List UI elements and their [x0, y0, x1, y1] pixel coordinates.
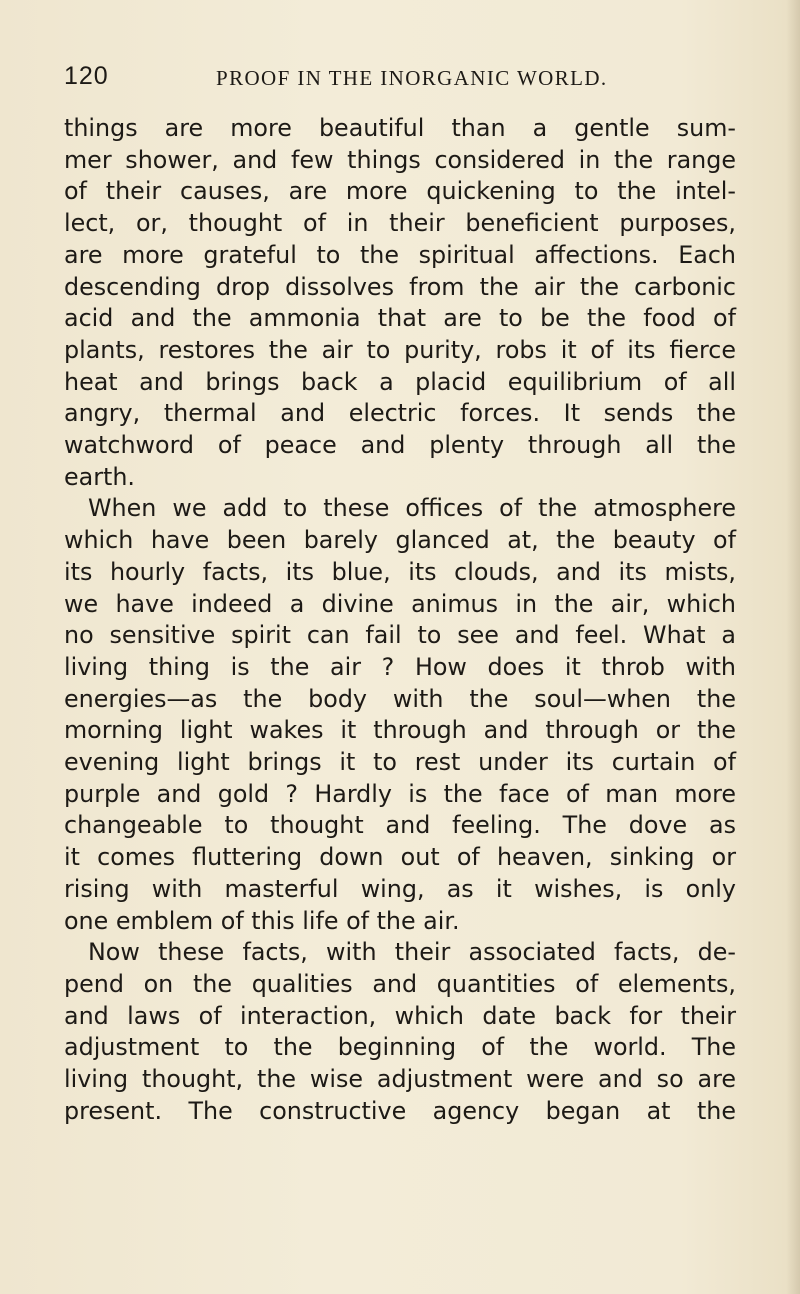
text-line: heat and brings back a placid equilibrium of all	[64, 367, 736, 396]
text-line: of their causes, are more quickening to the intel-	[64, 177, 736, 206]
text-line: are more grateful to the spiritual affections. Each	[64, 240, 736, 269]
text-line: plants, restores the air to purity, robs it of its fierce	[64, 335, 736, 364]
paragraph	[64, 113, 736, 493]
text-line: lect, or, thought of in their beneficient purposes,	[64, 209, 736, 238]
text-line: and laws of interaction, which date back for their	[64, 1001, 736, 1030]
paragraph	[64, 493, 736, 937]
text-line: acid and the ammonia that are to be the food of	[64, 304, 736, 333]
text-line: living thought, the wise adjustment were and so are	[64, 1065, 736, 1094]
text-line: changeable to thought and feeling. The dove as	[64, 811, 736, 840]
text-line: watchword of peace and plenty through all the	[64, 431, 736, 460]
paragraph	[64, 937, 736, 1127]
text-line: we have indeed a divine animus in the air, which	[64, 589, 736, 618]
text-line: earth.	[64, 462, 135, 491]
text-line: rising with masterful wing, as it wishes, is only	[64, 874, 736, 903]
text-line: pend on the qualities and quantities of elements,	[64, 969, 736, 998]
text-line: present. The constructive agency began at the	[64, 1096, 736, 1125]
text-line: adjustment to the beginning of the world. The	[64, 1033, 736, 1062]
text-line: descending drop dissolves from the air the carbonic	[64, 272, 736, 301]
text-line: things are more beautiful than a gentle sum-	[64, 114, 736, 142]
text-line: angry, thermal and electric forces. It sends the	[64, 399, 736, 428]
text-line: evening light brings it to rest under its curtain of	[64, 748, 736, 777]
body-text	[64, 113, 736, 1128]
text-line: no sensitive spirit can fail to see and feel. What a	[64, 621, 736, 650]
text-line: When we add to these offices of the atmosphere	[88, 494, 736, 523]
text-line: Now these facts, with their associated facts, de-	[88, 938, 736, 967]
text-line: purple and gold ? Hardly is the face of man more	[64, 779, 736, 808]
text-line: morning light wakes it through and through or the	[64, 716, 736, 745]
page-edge-shadow	[786, 0, 800, 1294]
text-line: one emblem of this life of the air.	[64, 906, 460, 935]
page-number: 120	[64, 62, 109, 90]
text-line: its hourly facts, its blue, its clouds, and its mists,	[64, 557, 736, 586]
text-line: energies—as the body with the soul—when the	[64, 684, 736, 713]
running-head: PROOF IN THE INORGANIC WORLD.	[216, 66, 608, 90]
text-line: mer shower, and few things considered in the range	[64, 145, 736, 174]
text-line: it comes fluttering down out of heaven, sinking or	[64, 843, 736, 872]
page-header	[64, 62, 744, 102]
text-line: living thing is the air ? How does it throb with	[64, 652, 736, 681]
text-line: which have been barely glanced at, the beauty of	[64, 526, 736, 555]
